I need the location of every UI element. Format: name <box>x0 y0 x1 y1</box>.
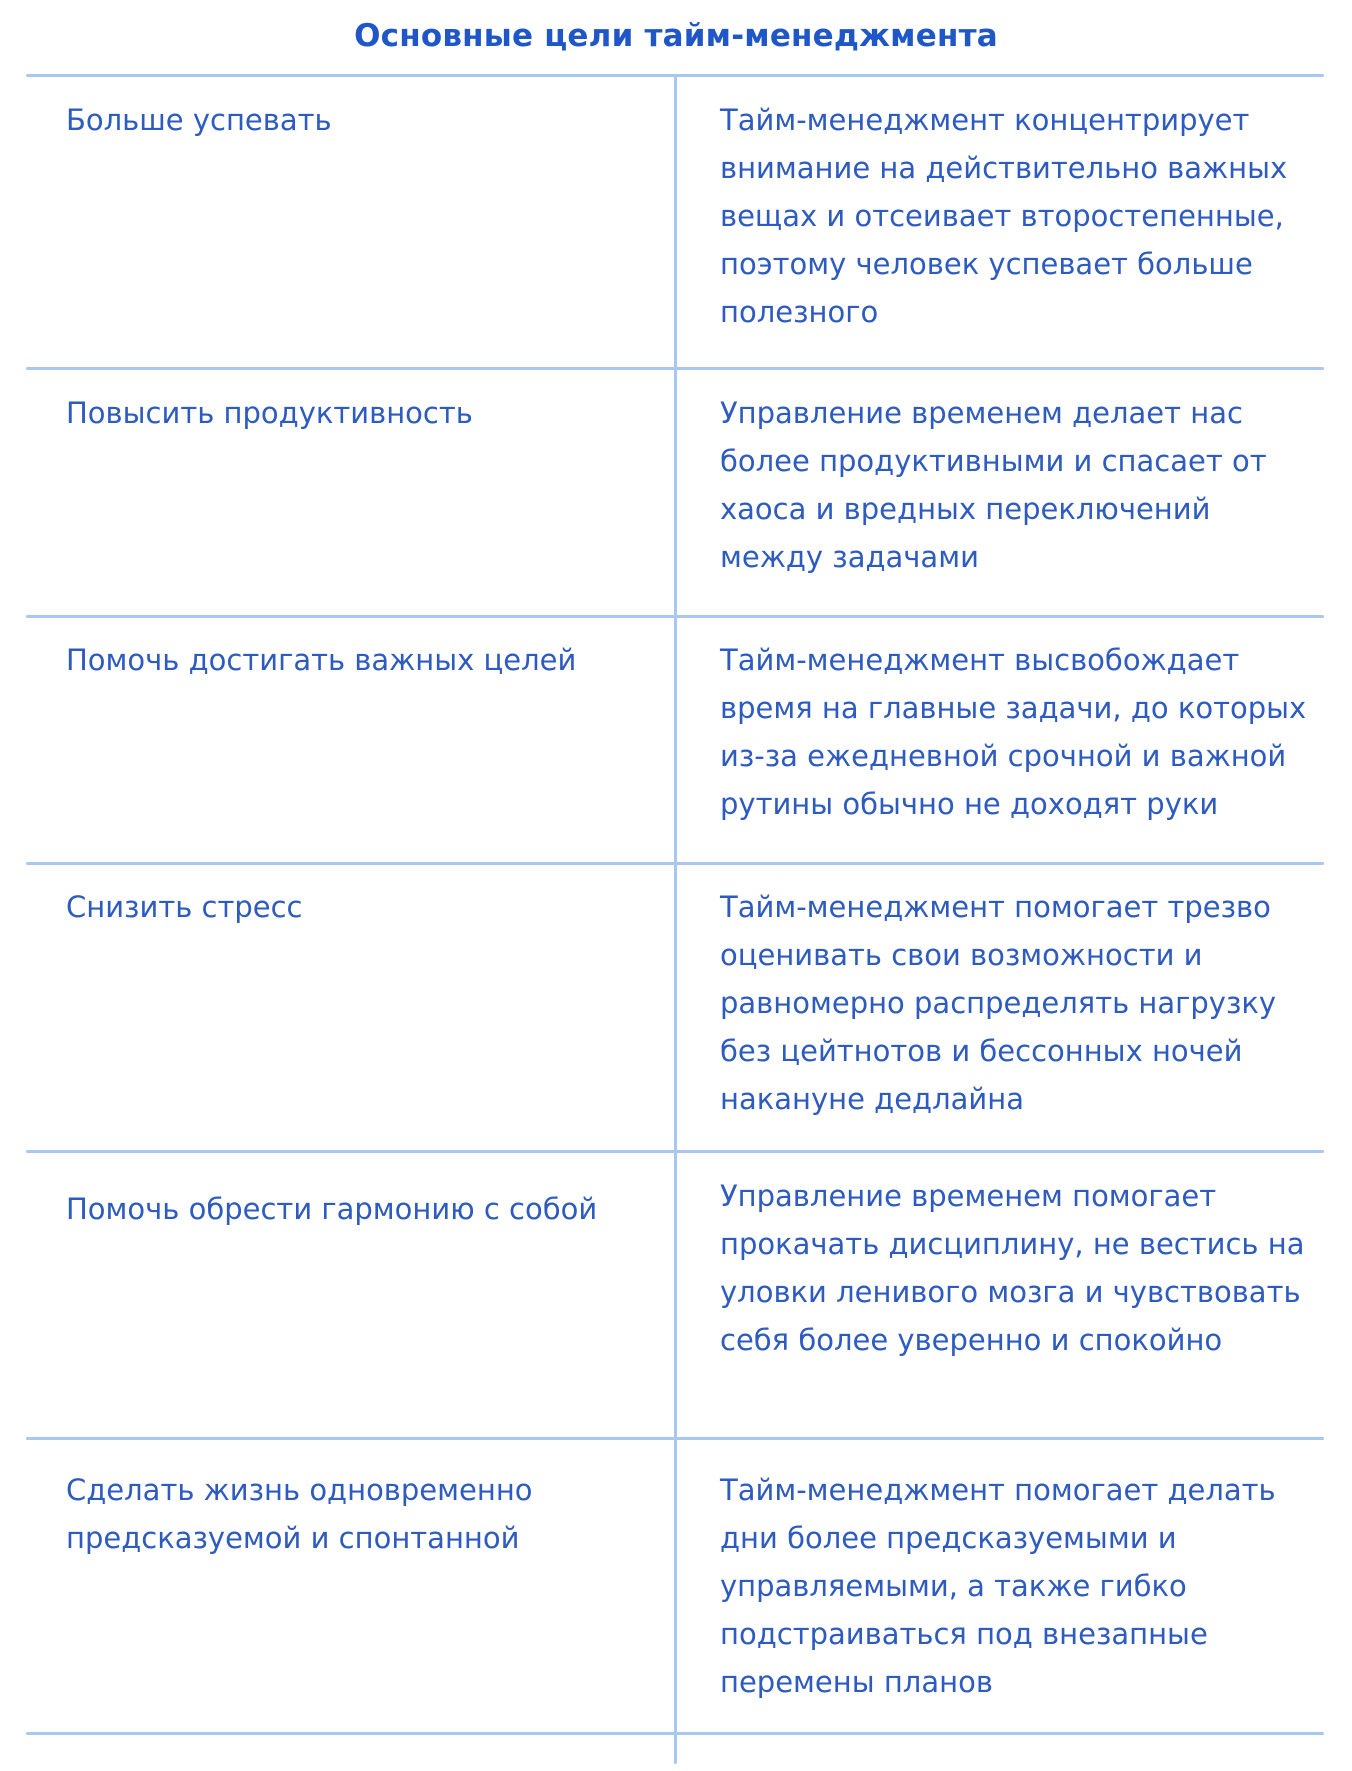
goal-cell: Сделать жизнь одновременно предсказуемой и спонтанной <box>66 1473 533 1555</box>
column-divider <box>674 74 677 1764</box>
row-divider <box>26 1437 1324 1440</box>
description-cell: Тайм-менеджмент помогает трезво оценивать свои возможности и равномерно распределять нагрузку без цейтнотов и бессонных ночей накануне дедлайна <box>720 890 1277 1116</box>
description-cell: Управление временем помогает прокачать дисциплину, не вестись на уловки ленивого мозга и чувствовать себя более уверенно и спокойно <box>720 1179 1305 1357</box>
goal-cell: Помочь достигать важных целей <box>66 643 577 677</box>
description-cell: Тайм-менеджмент высвобождает время на главные задачи, до которых из-за ежедневной срочной и важной рутины обычно не доходят руки <box>720 643 1307 821</box>
page-title: Основные цели тайм-менеджмента <box>354 18 998 54</box>
description-cell: Управление временем делает нас более продуктивными и спасает от хаоса и вредных переключений между задачами <box>720 396 1267 574</box>
row-divider <box>26 862 1324 865</box>
goal-cell: Повысить продуктивность <box>66 396 473 430</box>
goal-cell: Больше успевать <box>66 103 332 137</box>
goal-cell: Помочь обрести гармонию с собой <box>66 1192 598 1226</box>
row-divider <box>26 615 1324 618</box>
goal-cell: Снизить стресс <box>66 890 303 924</box>
table-border-bottom <box>26 1732 1324 1735</box>
row-divider <box>26 367 1324 370</box>
row-divider <box>26 1150 1324 1153</box>
description-cell: Тайм-менеджмент концентрирует внимание на действительно важных вещах и отсеивает второстепенные, поэтому человек успевает больше полезного <box>720 103 1288 329</box>
description-cell: Тайм-менеджмент помогает делать дни более предсказуемыми и управляемыми, а также гибко подстраиваться под внезапные перемены планов <box>720 1473 1276 1699</box>
